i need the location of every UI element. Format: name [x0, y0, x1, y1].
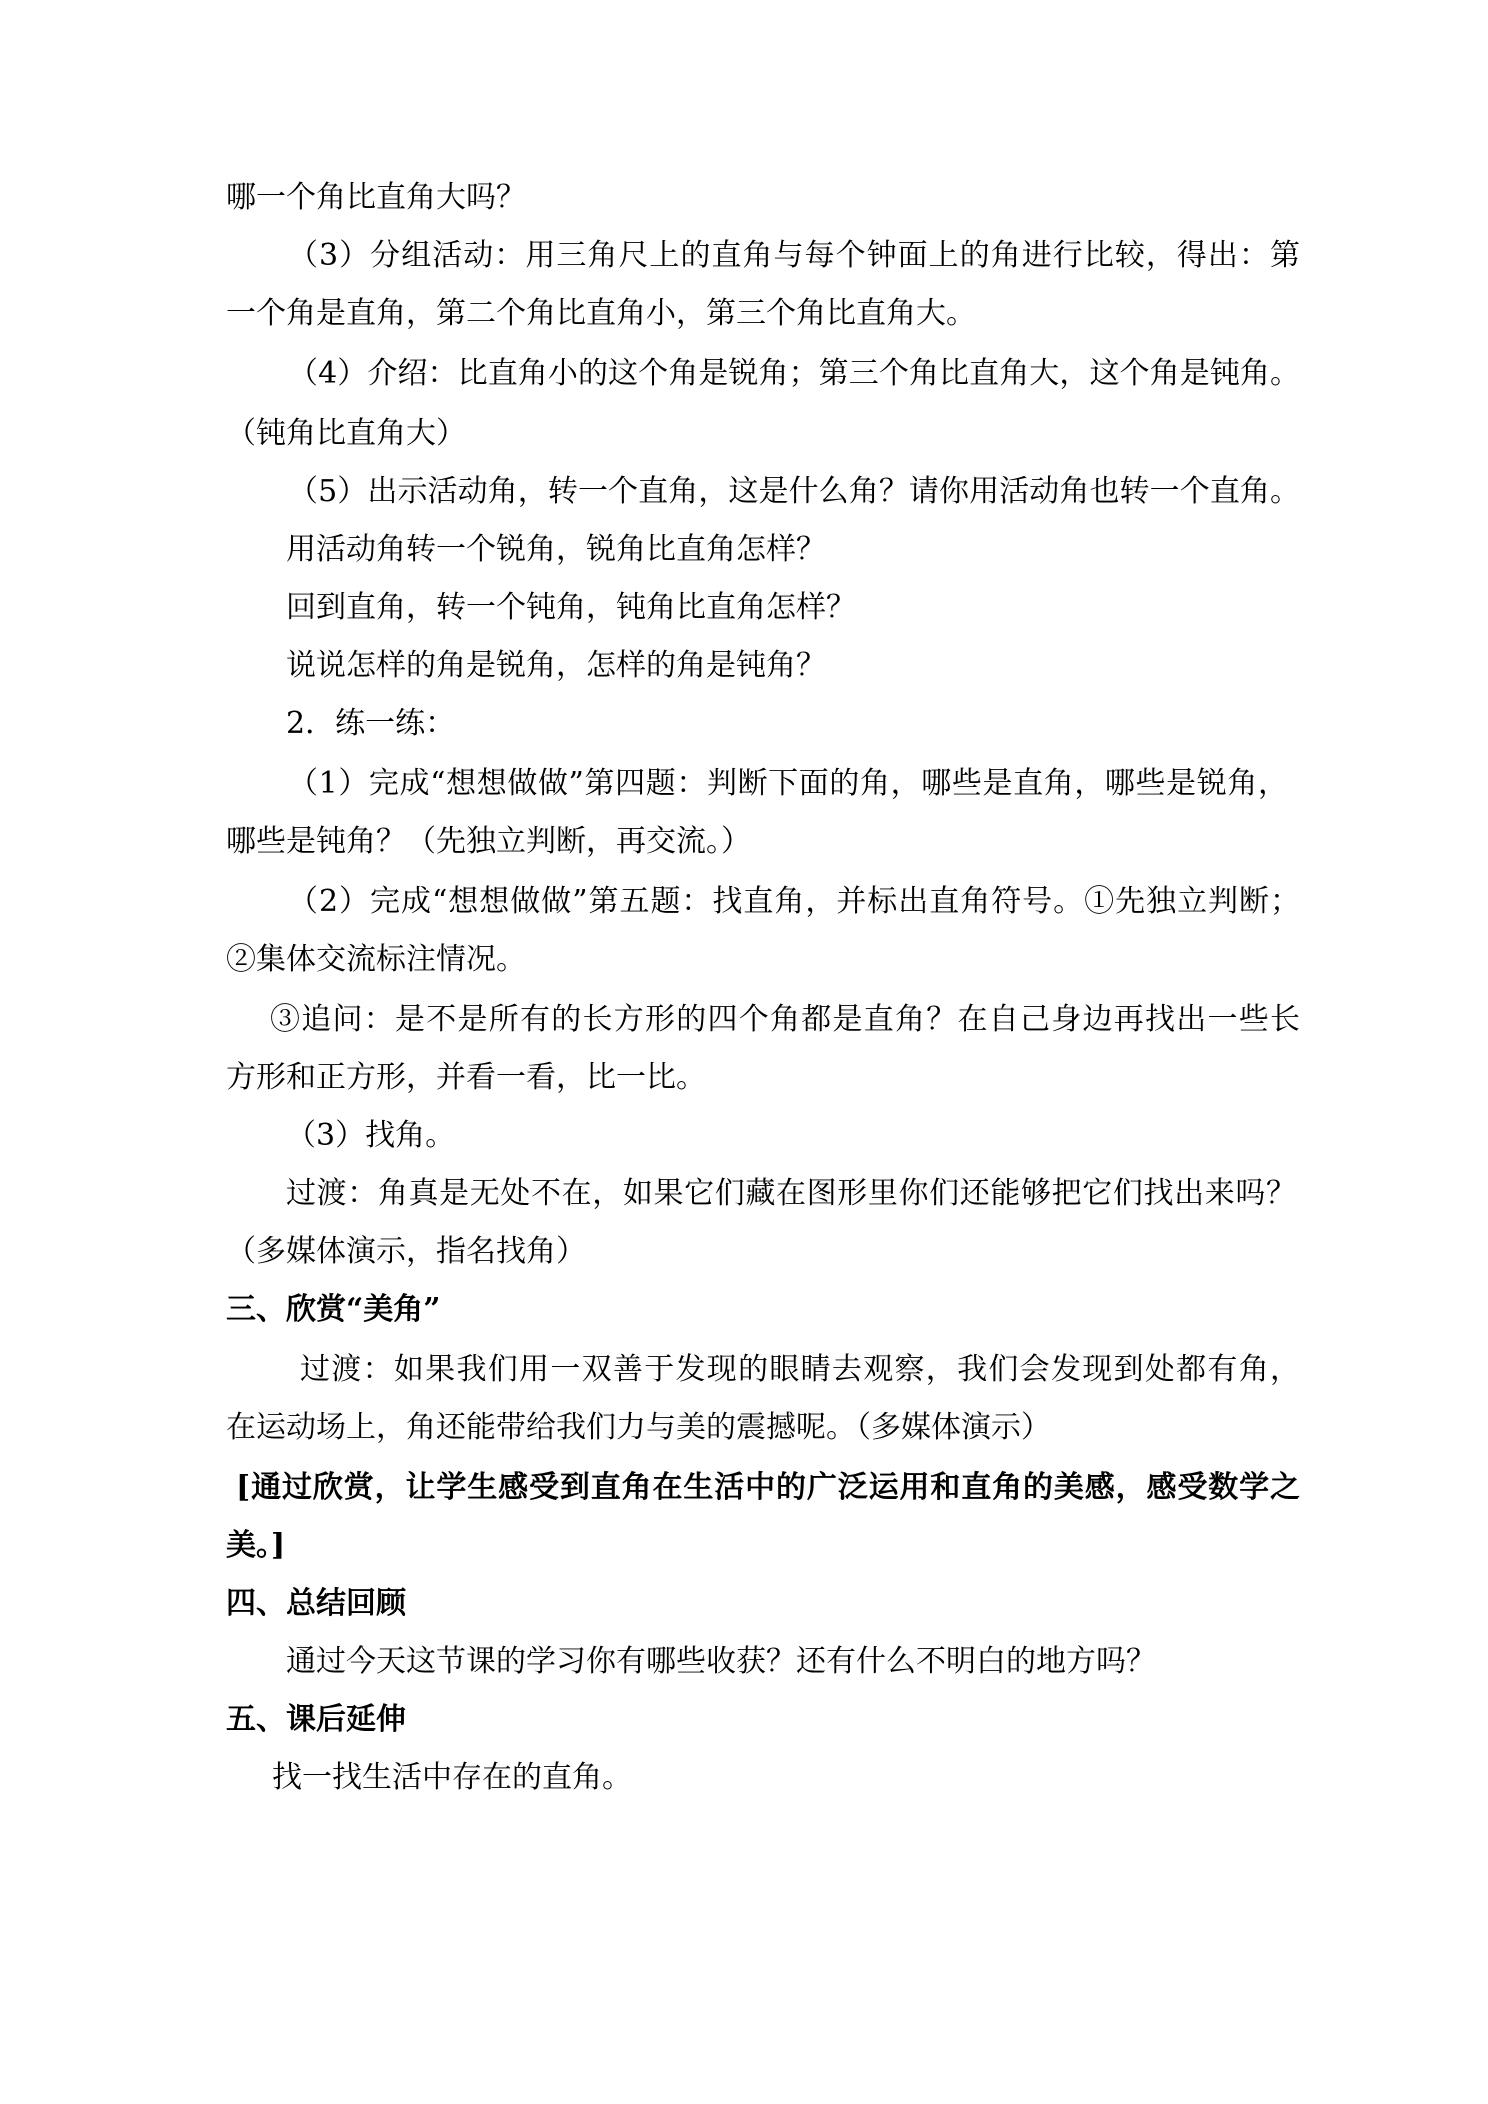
- text-line: （2）完成“想想做做”第五题：找直角，并标出直角符号。①先独立判断；: [288, 884, 1300, 919]
- text-line: 过渡：角真是无处不在，如果它们藏在图形里你们还能够把它们找出来吗？: [286, 1176, 1296, 1211]
- text-line: 一个角是直角，第二个角比直角小，第三个角比直角大。: [226, 296, 976, 331]
- section-heading: 四、总结回顾: [226, 1586, 406, 1621]
- text-line: 2．练一练：: [286, 706, 456, 741]
- text-line: 过渡：如果我们用一双善于发现的眼睛去观察，我们会发现到处都有角，: [300, 1352, 1300, 1387]
- text-line: （钝角比直角大）: [226, 416, 466, 451]
- text-line: （4）介绍：比直角小的这个角是锐角；第三个角比直角大，这个角是钝角。: [288, 356, 1300, 391]
- design-note: [通过欣赏，让学生感受到直角在生活中的广泛运用和直角的美感，感受数学之: [236, 1470, 1300, 1505]
- text-line: （5）出示活动角，转一个直角，这是什么角？请你用活动角也转一个直角。: [288, 474, 1300, 509]
- text-line: 哪一个角比直角大吗？: [226, 180, 526, 215]
- design-note: 美。]: [226, 1528, 286, 1563]
- text-line: （3）找角。: [286, 1118, 456, 1153]
- text-line: 哪些是钝角？（先独立判断，再交流。）: [226, 824, 751, 859]
- text-line: 说说怎样的角是锐角，怎样的角是钝角？: [286, 648, 826, 683]
- text-line: 用活动角转一个锐角，锐角比直角怎样？: [286, 532, 826, 567]
- text-line: 找一找生活中存在的直角。: [272, 1760, 632, 1795]
- text-line: 通过今天这节课的学习你有哪些收获？还有什么不明白的地方吗？: [286, 1644, 1156, 1679]
- section-heading: 三、欣赏“美角”: [226, 1292, 441, 1327]
- text-line: 在运动场上，角还能带给我们力与美的震撼呢。（多媒体演示）: [226, 1410, 1051, 1445]
- text-line: ②集体交流标注情况。: [226, 942, 526, 977]
- text-line: 回到直角，转一个钝角，钝角比直角怎样？: [286, 590, 856, 625]
- text-line: （3）分组活动：用三角尺上的直角与每个钟面上的角进行比较，得出：第: [288, 238, 1300, 273]
- section-heading: 五、课后延伸: [226, 1702, 406, 1737]
- text-line: （1）完成“想想做做”第四题：判断下面的角，哪些是直角，哪些是锐角，: [288, 766, 1288, 801]
- text-line: （多媒体演示，指名找角）: [226, 1234, 586, 1269]
- text-line: 方形和正方形，并看一看，比一比。: [226, 1060, 706, 1095]
- text-line: ③追问：是不是所有的长方形的四个角都是直角？在自己身边再找出一些长: [270, 1002, 1300, 1037]
